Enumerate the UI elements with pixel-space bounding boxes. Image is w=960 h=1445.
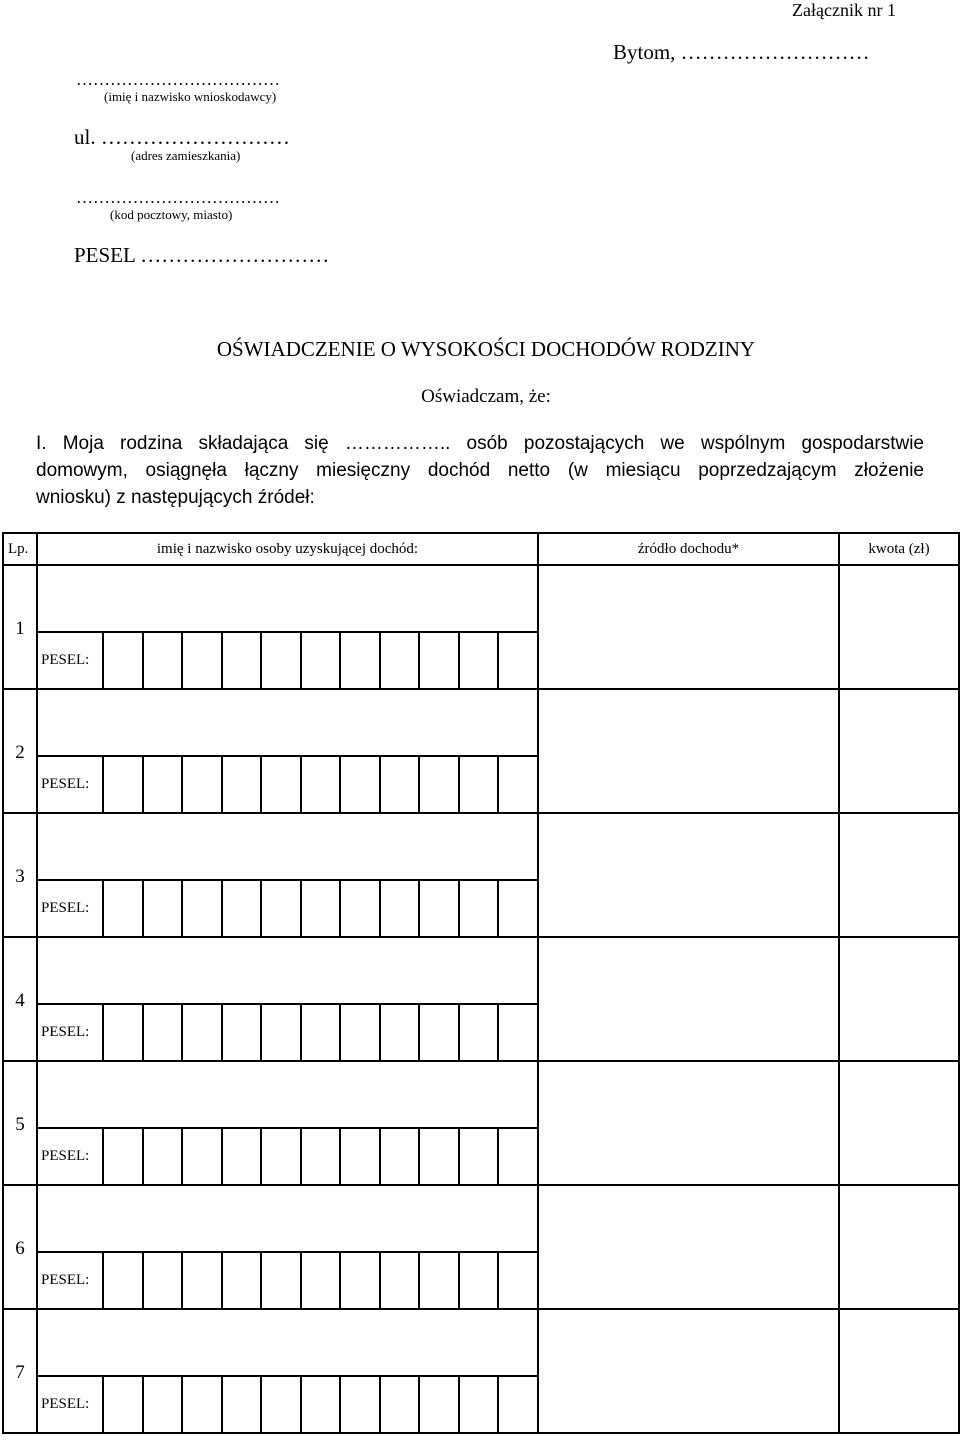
person-name-field[interactable] [38,814,537,936]
income-amount-cell[interactable] [839,689,959,813]
person-name-field[interactable] [38,1310,537,1432]
income-amount-cell[interactable] [839,1309,959,1433]
pesel-digit-box[interactable] [260,633,300,688]
pesel-digit-box[interactable] [142,1377,182,1432]
person-name-cell[interactable] [37,1185,538,1309]
person-name-cell[interactable] [37,689,538,813]
pesel-digit-box[interactable] [102,881,142,936]
pesel-digit-box[interactable] [181,757,221,812]
applicant-name-caption: (imię i nazwisko wnioskodawcy) [104,89,277,104]
pesel-digit-box[interactable] [300,757,340,812]
row-number: 4 [15,990,25,1011]
person-name-cell[interactable] [37,813,538,937]
pesel-digit-box[interactable] [300,881,340,936]
pesel-digit-box[interactable] [142,881,182,936]
pesel-digit-box[interactable] [418,881,458,936]
pesel-digit-box[interactable] [418,1377,458,1432]
pesel-box-row [38,879,537,936]
pesel-digit-box[interactable] [418,1253,458,1308]
person-name-field[interactable] [38,690,537,812]
pesel-digit-box[interactable] [497,1005,537,1060]
pesel-digit-box[interactable] [418,1129,458,1184]
person-name-cell[interactable] [37,1309,538,1433]
pesel-digit-box[interactable] [181,633,221,688]
pesel-digit-box[interactable] [102,1005,142,1060]
annex-label: Załącznik nr 1 [792,0,896,20]
person-name-field[interactable] [38,1062,537,1184]
postal-caption: (kod pocztowy, miasto) [110,207,233,222]
pesel-digit-box[interactable] [221,1377,261,1432]
pesel-digit-box[interactable] [181,1377,221,1432]
pesel-digit-box[interactable] [339,757,379,812]
header-amount: kwota (zł) [839,533,959,565]
pesel-digit-box[interactable] [497,1129,537,1184]
pesel-digit-box[interactable] [260,881,300,936]
pesel-box-row [38,631,537,688]
pesel-label: PESEL: [41,1024,90,1040]
pesel-digit-box[interactable] [260,1129,300,1184]
row-number: 1 [15,618,25,639]
income-source-cell[interactable] [538,1309,839,1433]
pesel-digit-box[interactable] [181,881,221,936]
declaration-subtitle: Oświadczam, że: [421,386,551,407]
person-name-field[interactable] [38,566,537,688]
pesel-digit-box[interactable] [458,1129,498,1184]
pesel-digit-box[interactable] [339,1005,379,1060]
pesel-digit-box[interactable] [418,757,458,812]
pesel-digit-box[interactable] [102,757,142,812]
pesel-digit-box[interactable] [458,1377,498,1432]
pesel-digit-box[interactable] [458,757,498,812]
pesel-box-row [38,755,537,812]
pesel-digit-box[interactable] [221,1005,261,1060]
row-number: 3 [15,866,25,887]
table-header-row [3,533,959,565]
income-amount-cell[interactable] [839,813,959,937]
pesel-digit-box[interactable] [300,1253,340,1308]
row-number: 2 [15,742,25,763]
person-name-field[interactable] [38,938,537,1060]
pesel-digit-box[interactable] [497,633,537,688]
income-source-cell[interactable] [538,937,839,1061]
row-number-cell [3,1061,37,1185]
pesel-digit-box[interactable] [497,757,537,812]
income-source-cell[interactable] [538,689,839,813]
table-row [3,937,959,1061]
person-name-cell[interactable] [37,565,538,689]
pesel-label: PESEL: [41,1148,90,1164]
pesel-digit-box[interactable] [379,1129,419,1184]
applicant-name-field[interactable]: ……………………………… [76,70,280,89]
pesel-digit-box[interactable] [181,1005,221,1060]
pesel-digit-box[interactable] [458,1005,498,1060]
pesel-label: PESEL: [41,776,90,792]
row-number: 6 [15,1238,25,1259]
address-caption: (adres zamieszkania) [131,148,241,163]
pesel-label: PESEL: [41,1272,90,1288]
pesel-field[interactable]: PESEL ……………………… [74,243,330,267]
income-amount-cell[interactable] [839,1185,959,1309]
pesel-label: PESEL: [41,1396,90,1412]
pesel-digit-box[interactable] [142,633,182,688]
pesel-label: PESEL: [41,652,90,668]
pesel-digit-box[interactable] [339,633,379,688]
pesel-digit-box[interactable] [300,1129,340,1184]
table-row [3,1185,959,1309]
pesel-box-row [38,1375,537,1432]
pesel-digit-box[interactable] [339,1129,379,1184]
paragraph-line-3: wniosku) z następujących źródeł: [36,487,315,508]
document-title: OŚWIADCZENIE O WYSOKOŚCI DOCHODÓW RODZINY [216,337,756,361]
row-number-cell [3,1309,37,1433]
pesel-digit-box[interactable] [497,1253,537,1308]
header-lp: Lp. [3,533,37,565]
pesel-digit-box[interactable] [379,1253,419,1308]
city-date-line[interactable]: Bytom, ……………………… [613,40,870,64]
pesel-digit-box[interactable] [221,1253,261,1308]
pesel-box-row [38,1003,537,1060]
person-name-field[interactable] [38,1186,537,1308]
pesel-digit-box[interactable] [379,881,419,936]
pesel-digit-box[interactable] [497,881,537,936]
income-source-cell[interactable] [538,1185,839,1309]
table-row [3,689,959,813]
declaration-paragraph [36,430,924,511]
row-number-cell [3,813,37,937]
pesel-digit-box[interactable] [379,757,419,812]
pesel-digit-box[interactable] [102,1253,142,1308]
table-row [3,1061,959,1185]
person-name-cell[interactable] [37,937,538,1061]
pesel-digit-box[interactable] [497,1377,537,1432]
pesel-digit-box[interactable] [221,757,261,812]
pesel-digit-box[interactable] [102,633,142,688]
income-source-cell[interactable] [538,1061,839,1185]
header-name: imię i nazwisko osoby uzyskującej dochód: [37,533,538,565]
pesel-digit-box[interactable] [142,1005,182,1060]
pesel-digit-box[interactable] [102,1129,142,1184]
pesel-digit-box[interactable] [260,1377,300,1432]
pesel-digit-box[interactable] [221,881,261,936]
income-source-cell[interactable] [538,565,839,689]
pesel-digit-box[interactable] [260,1005,300,1060]
pesel-digit-box[interactable] [300,633,340,688]
pesel-digit-box[interactable] [181,1129,221,1184]
pesel-digit-box[interactable] [221,1129,261,1184]
pesel-digit-box[interactable] [339,1253,379,1308]
pesel-digit-box[interactable] [418,1005,458,1060]
pesel-digit-box[interactable] [260,1253,300,1308]
pesel-digit-box[interactable] [102,1377,142,1432]
paragraph-line-2: domowym, osiągnęła łączny miesięczny dochód netto (w miesiącu poprzedzającym złożenie [36,460,924,481]
pesel-digit-box[interactable] [221,633,261,688]
income-amount-cell[interactable] [839,565,959,689]
header-source: źródło dochodu* [538,533,839,565]
row-number: 5 [15,1114,25,1135]
pesel-digit-box[interactable] [379,1005,419,1060]
row-number-cell [3,1185,37,1309]
row-number-cell [3,937,37,1061]
income-table [2,532,960,1434]
pesel-digit-box[interactable] [142,1253,182,1308]
income-amount-cell[interactable] [839,1061,959,1185]
pesel-digit-box[interactable] [458,881,498,936]
pesel-box-row [38,1127,537,1184]
row-number-cell [3,689,37,813]
table-row [3,1309,959,1433]
pesel-digit-box[interactable] [458,633,498,688]
table-row [3,813,959,937]
pesel-digit-box[interactable] [339,1377,379,1432]
pesel-digit-box[interactable] [181,1253,221,1308]
pesel-digit-box[interactable] [379,1377,419,1432]
postal-code-field[interactable]: ……………………………… [76,188,280,207]
pesel-digit-box[interactable] [418,633,458,688]
pesel-digit-box[interactable] [142,1129,182,1184]
pesel-label: PESEL: [41,900,90,916]
pesel-digit-box[interactable] [458,1253,498,1308]
pesel-box-row [38,1251,537,1308]
pesel-digit-box[interactable] [300,1377,340,1432]
table-row [3,565,959,689]
row-number: 7 [15,1362,25,1383]
pesel-digit-box[interactable] [260,757,300,812]
pesel-digit-box[interactable] [379,633,419,688]
pesel-digit-box[interactable] [339,881,379,936]
pesel-digit-box[interactable] [300,1005,340,1060]
pesel-digit-box[interactable] [142,757,182,812]
street-field[interactable]: ul. ……………………… [74,125,290,149]
income-amount-cell[interactable] [839,937,959,1061]
row-number-cell [3,565,37,689]
income-source-cell[interactable] [538,813,839,937]
paragraph-line-1: I. Moja rodzina składająca się …………….. osób pozostających we wspólnym gospodarstwie [36,433,924,454]
person-name-cell[interactable] [37,1061,538,1185]
